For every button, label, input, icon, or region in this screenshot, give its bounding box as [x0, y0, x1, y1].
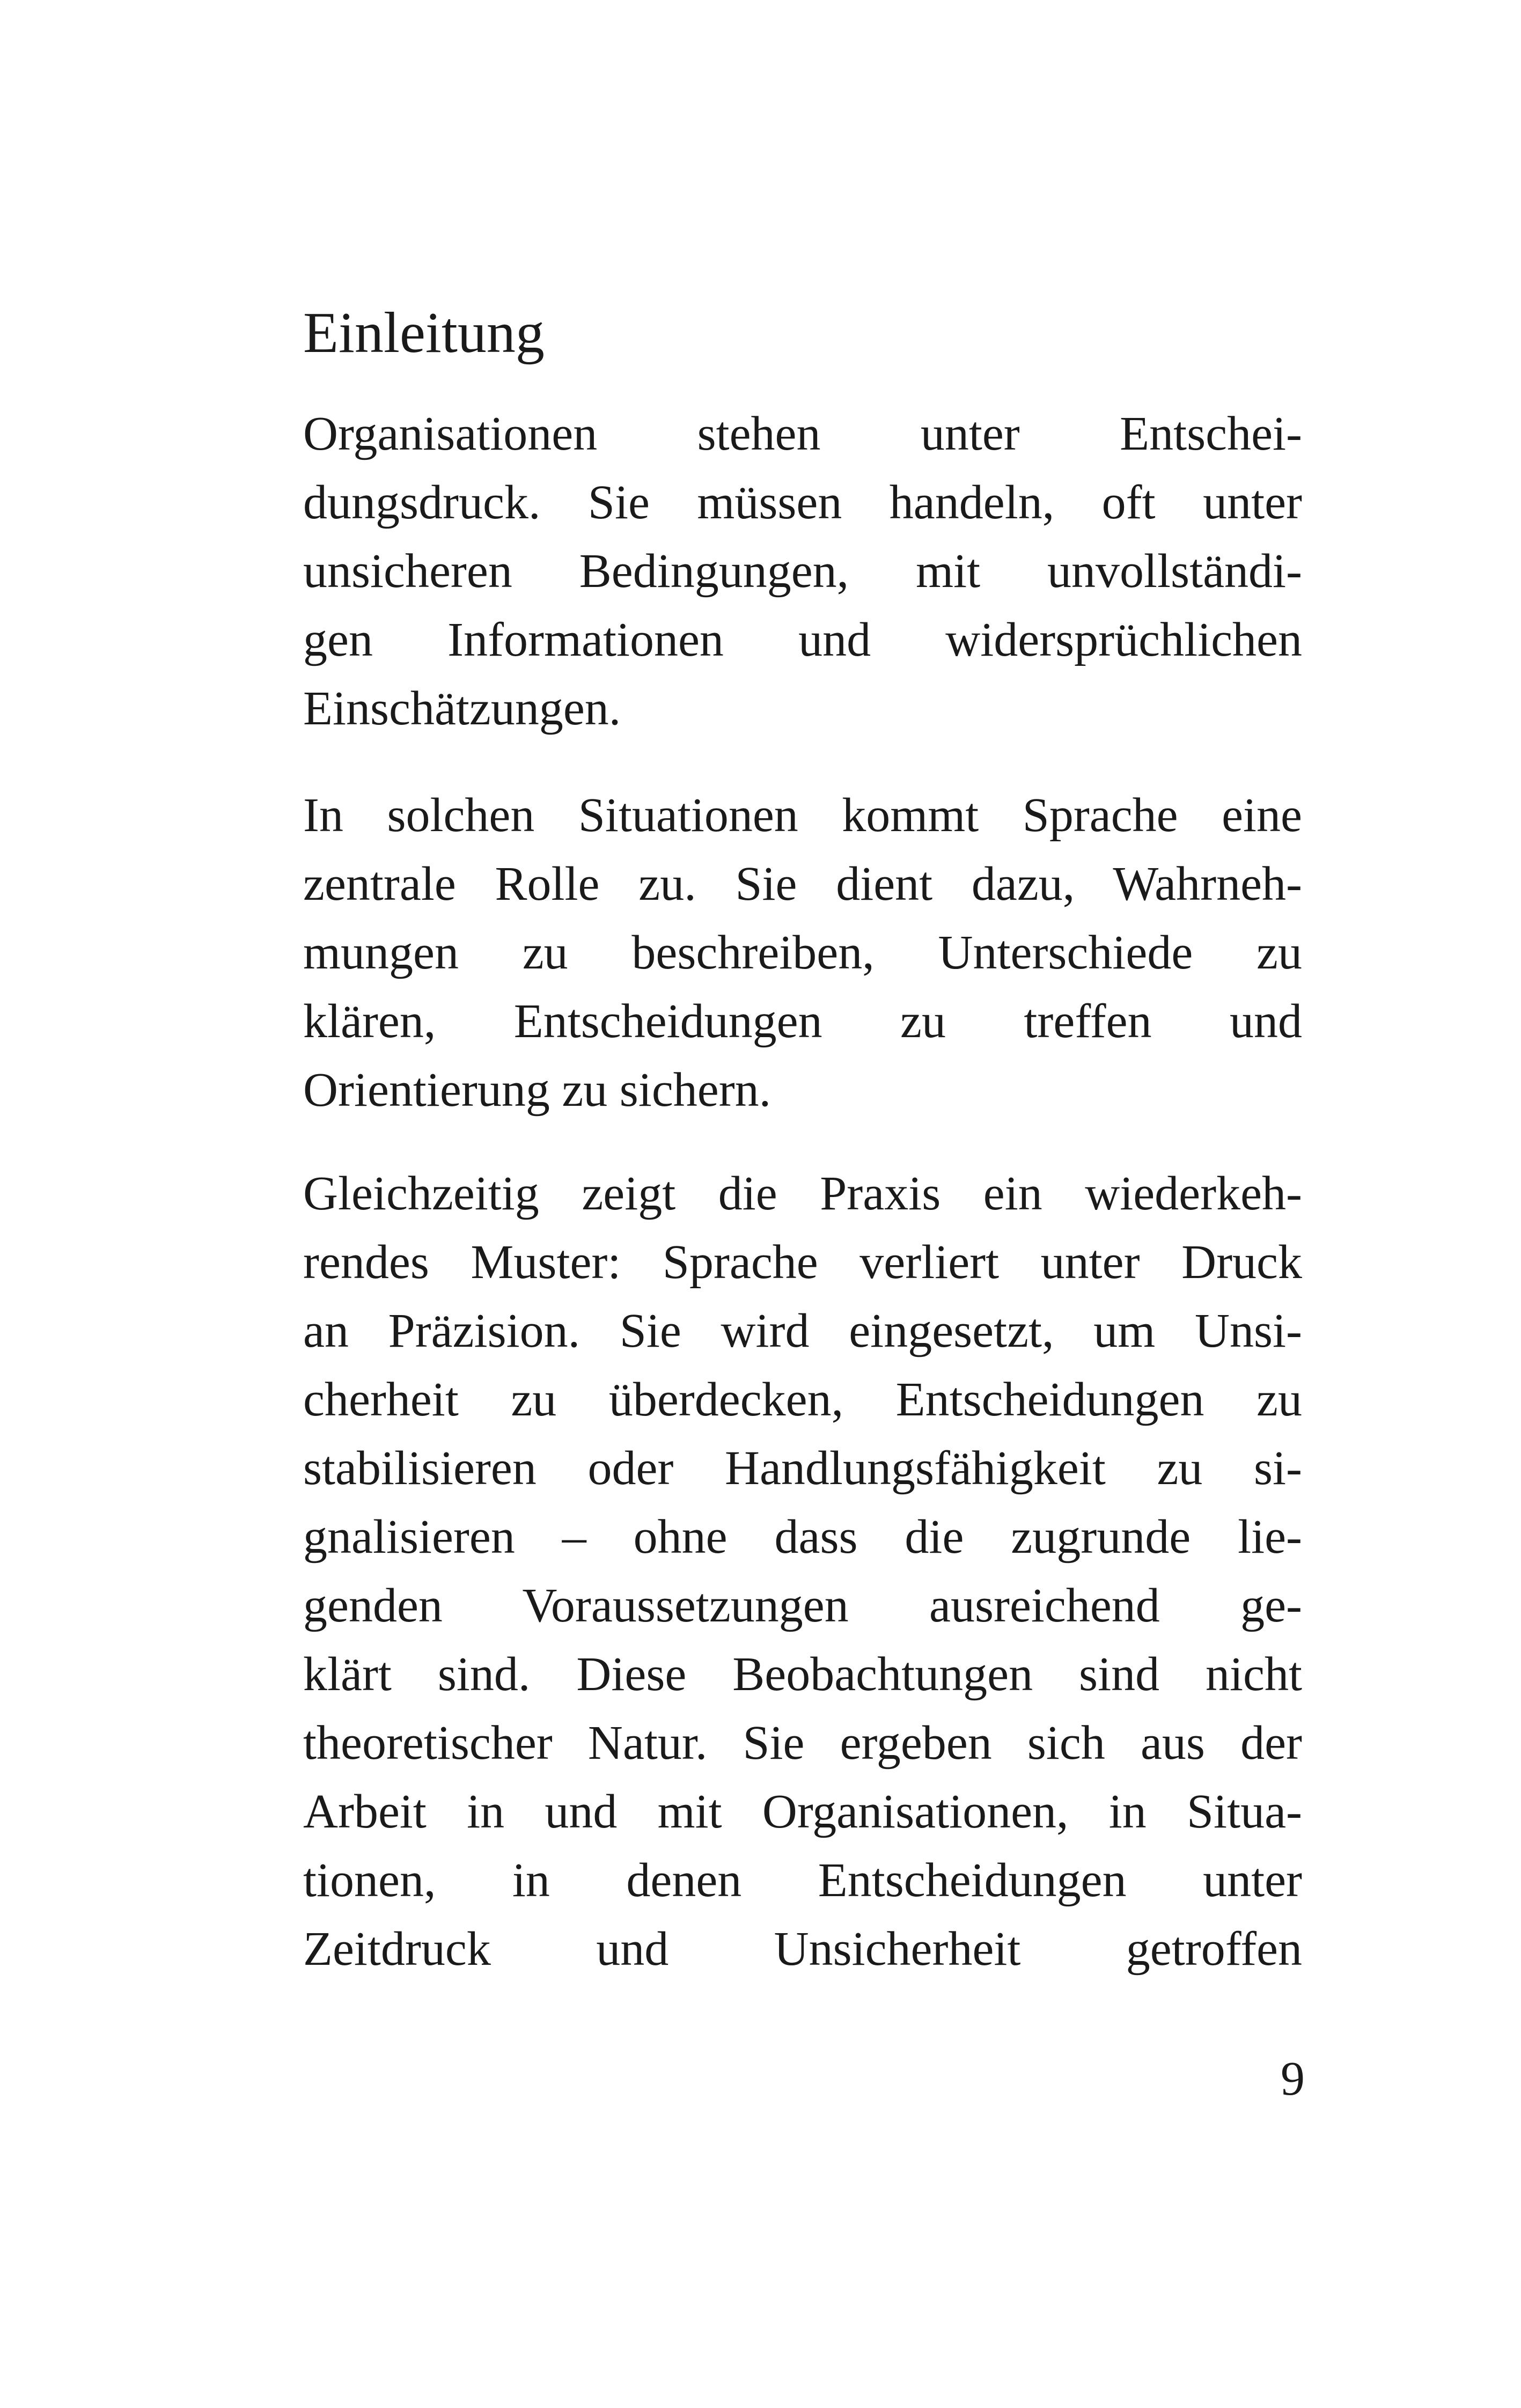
text-line: rendes Muster: Sprache verliert unter Druck — [303, 1236, 1302, 1289]
text-line: gnalisieren – ohne dass die zugrunde lie- — [303, 1510, 1302, 1563]
text-line: mungen zu beschreiben, Unterschiede zu — [303, 926, 1302, 979]
text-line: Organisationen stehen unter Entschei- — [303, 407, 1302, 460]
text-line: Zeitdruck und Unsicherheit getroffen — [303, 1922, 1302, 1976]
text-line: theoretischer Natur. Sie ergeben sich aus der — [303, 1716, 1302, 1770]
text-line: stabilisieren oder Handlungsfähigkeit zu si- — [303, 1442, 1302, 1495]
text-line: an Präzision. Sie wird eingesetzt, um Unsi- — [303, 1304, 1302, 1357]
page-number: 9 — [1281, 2052, 1305, 2105]
chapter-heading: Einleitung — [303, 301, 545, 365]
text-line: cherheit zu überdecken, Entscheidungen zu — [303, 1373, 1302, 1426]
text-line: Arbeit in und mit Organisationen, in Situa- — [303, 1785, 1302, 1838]
text-line: genden Voraussetzungen ausreichend ge- — [303, 1579, 1302, 1632]
text-line: Orientierung zu sichern. — [303, 1063, 771, 1117]
text-line: klärt sind. Diese Beobachtungen sind nicht — [303, 1648, 1302, 1701]
text-line: dungsdruck. Sie müssen handeln, oft unter — [303, 476, 1302, 529]
text-line: zentrale Rolle zu. Sie dient dazu, Wahrneh- — [303, 857, 1302, 911]
text-line: gen Informationen und widersprüchlichen — [303, 613, 1302, 666]
paragraph-2 — [303, 781, 1302, 1125]
text-line: In solchen Situationen kommt Sprache eine — [303, 789, 1302, 842]
text-line: Einschätzungen. — [303, 682, 621, 735]
paragraph-3 — [303, 1159, 1302, 1984]
text-line: klären, Entscheidungen zu treffen und — [303, 995, 1302, 1048]
text-line: unsicheren Bedingungen, mit unvollständi- — [303, 545, 1302, 598]
text-line: tionen, in denen Entscheidungen unter — [303, 1854, 1302, 1907]
text-line: Gleichzeitig zeigt die Praxis ein wiederkeh- — [303, 1167, 1302, 1220]
paragraph-1 — [303, 400, 1302, 743]
